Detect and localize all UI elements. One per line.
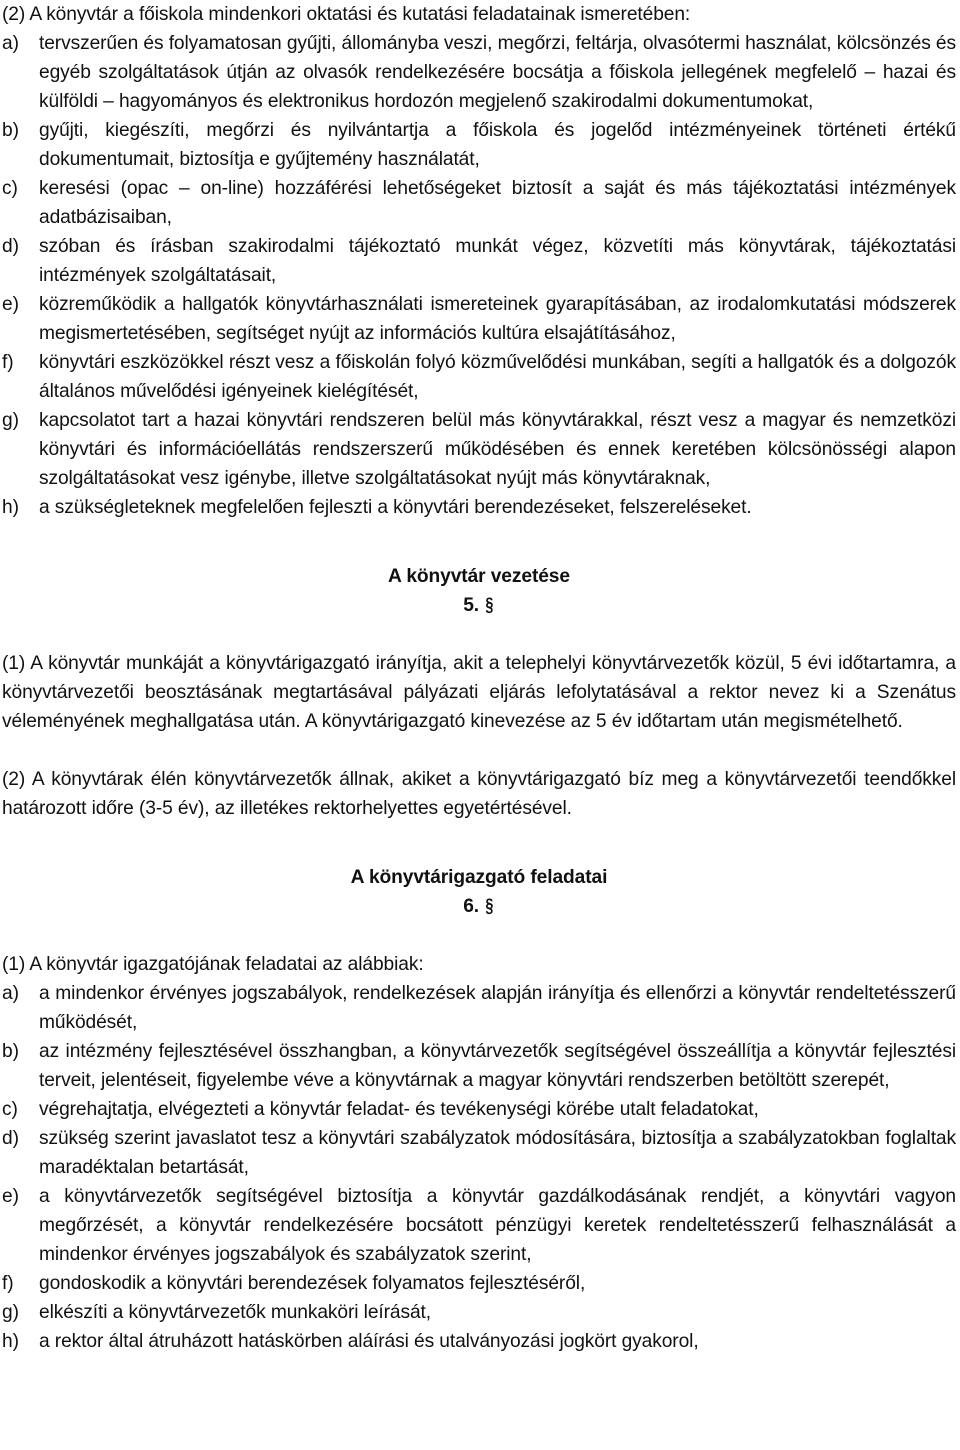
list-item <box>2 493 956 522</box>
item-text: közreműködik a hallgatók könyvtárhasználati ismereteinek gyarapításában, az irodalomkutatási módszerek megismertetésében, segítséget nyújt az információs kultúra elsajátításához, <box>39 294 956 344</box>
list-item <box>2 1037 956 1095</box>
item-text: tervszerűen és folyamatosan gyűjti, állományba veszi, megőrzi, feltárja, olvasótermi használat, kölcsönzés és egyéb szolgáltatások útján az olvasók rendelkezésére bocsátja a főiskola jellegének megfelelő – hazai és külföldi – hagyományos és elektronikus hordozón megjelenő szakirodalmi dokumentumokat, <box>39 33 956 112</box>
item-label: h) <box>2 1331 19 1352</box>
block1-intro: (2) A könyvtár a főiskola mindenkori oktatási és kutatási feladatainak ismeretében: <box>2 4 691 25</box>
item-text: a könyvtárvezetők segítségével biztosítja a könyvtár gazdálkodásának rendjét, a könyvtári vagyon megőrzését, a könyvtár rendelkezésére bocsátott pénzügyi keretek rendeltetésszerű felhasználását a mindenkor érvényes jogszabályok és szabályzatok szerint, <box>39 1186 956 1265</box>
item-label: a) <box>2 33 19 54</box>
item-text: végrehajtatja, elvégezteti a könyvtár feladat- és tevékenységi körébe utalt feladatokat, <box>39 1099 759 1120</box>
item-text: szóban és írásban szakirodalmi tájékoztató munkát végez, közvetíti más könyvtárak, tájékoztatási intézmények szolgáltatásait, <box>39 236 956 286</box>
item-label: d) <box>2 236 19 257</box>
spacer <box>2 921 956 950</box>
item-text: könyvtári eszközökkel részt vesz a főiskolán folyó közművelődési munkában, segíti a hallgatók és a dolgozók általános művelődési igényeinek kielégítését, <box>39 352 956 402</box>
list-item <box>2 979 956 1037</box>
item-label: g) <box>2 410 19 431</box>
item-text: szükség szerint javaslatot tesz a könyvtári szabályzatok módosítására, biztosítja a szabályzatokban foglaltak maradéktalan betartását, <box>39 1128 956 1178</box>
paragraph-sign: § <box>485 595 494 616</box>
item-label: b) <box>2 1041 19 1062</box>
item-label: a) <box>2 983 19 1004</box>
item-text: a mindenkor érvényes jogszabályok, rendelkezések alapján irányítja és ellenőrzi a könyvtár rendeltetésszerű működését, <box>39 983 956 1033</box>
item-label: e) <box>2 1186 19 1207</box>
list-item <box>2 1124 956 1182</box>
section-5-paragraph-2: (2) A könyvtárak élén könyvtárvezetők állnak, akiket a könyvtárigazgató bíz meg a könyvtárvezetői teendőkkel határozott időre (3-5 év), az illetékes rektorhelyettes egyetértésével. <box>2 769 956 819</box>
list-item <box>2 290 956 348</box>
item-label: d) <box>2 1128 19 1149</box>
spacer <box>2 736 956 765</box>
list-item <box>2 1095 956 1124</box>
spacer <box>2 823 956 863</box>
paragraph-sign: § <box>485 896 494 917</box>
item-label: b) <box>2 120 19 141</box>
spacer <box>2 522 956 562</box>
list-item <box>2 1182 956 1269</box>
section-5-paragraph-1: (1) A könyvtár munkáját a könyvtárigazgató irányítja, akit a telephelyi könyvtárvezetők közül, 5 évi időtartamra, a könyvtárvezetői beosztásának megtartásával pályázati eljárás lefolytatásával a rektor nevez ki a Szenátus véleményének meghallgatása után. A könyvtárigazgató kinevezése az 5 év időtartam után megismételhető. <box>2 653 956 732</box>
spacer <box>2 620 956 649</box>
section-5-title: A könyvtár vezetése <box>388 566 570 587</box>
item-label: h) <box>2 497 19 518</box>
list-item <box>2 348 956 406</box>
item-text: az intézmény fejlesztésével összhangban, a könyvtárvezetők segítségével összeállítja a könyvtár fejlesztési terveit, jelentéseit, figyelembe véve a könyvtárnak a magyar könyvtári rendszerben betöltött szerepét, <box>39 1041 956 1091</box>
list-item <box>2 232 956 290</box>
item-text: gyűjti, kiegészíti, megőrzi és nyilvántartja a főiskola és jogelőd intézményeinek történeti értékű dokumentumait, biztosítja e gyűjtemény használatát, <box>39 120 956 170</box>
item-text: elkészíti a könyvtárvezetők munkaköri leírását, <box>39 1302 432 1323</box>
item-label: g) <box>2 1302 19 1323</box>
list-item <box>2 1269 956 1298</box>
list-item <box>2 1298 956 1327</box>
list-item <box>2 174 956 232</box>
section-6-intro: (1) A könyvtár igazgatójának feladatai az alábbiak: <box>2 954 424 975</box>
item-text: kapcsolatot tart a hazai könyvtári rendszeren belül más könyvtárakkal, részt vesz a magyar és nemzetközi könyvtári és információellátás rendszerszerű működésében és ennek keretében kölcsönösségi alapon szolgáltatásokat vesz igénybe, illetve szolgáltatásokat nyújt más könyvtáraknak, <box>39 410 956 489</box>
item-text: gondoskodik a könyvtári berendezések folyamatos fejlesztéséről, <box>39 1273 586 1294</box>
list-item <box>2 116 956 174</box>
section-number: 6. <box>463 896 479 917</box>
item-label: f) <box>2 1273 14 1294</box>
section-number: 5. <box>463 595 479 616</box>
list-item <box>2 406 956 493</box>
item-label: e) <box>2 294 19 315</box>
item-text: a szükségleteknek megfelelően fejleszti a könyvtári berendezéseket, felszereléseket. <box>39 497 752 518</box>
list-item <box>2 29 956 116</box>
section-6-number <box>2 892 956 921</box>
section-6-list <box>2 979 956 1356</box>
item-label: f) <box>2 352 14 373</box>
section-6-title: A könyvtárigazgató feladatai <box>350 867 608 888</box>
item-text: a rektor által átruházott hatáskörben aláírási és utalványozási jogkört gyakorol, <box>39 1331 699 1352</box>
block1-list <box>2 29 956 522</box>
section-5-number <box>2 591 956 620</box>
item-label: c) <box>2 1099 18 1120</box>
list-item <box>2 1327 956 1356</box>
item-text: keresési (opac – on-line) hozzáférési lehetőségeket biztosít a saját és más tájékoztatási intézmények adatbázisaiban, <box>39 178 956 228</box>
item-label: c) <box>2 178 18 199</box>
